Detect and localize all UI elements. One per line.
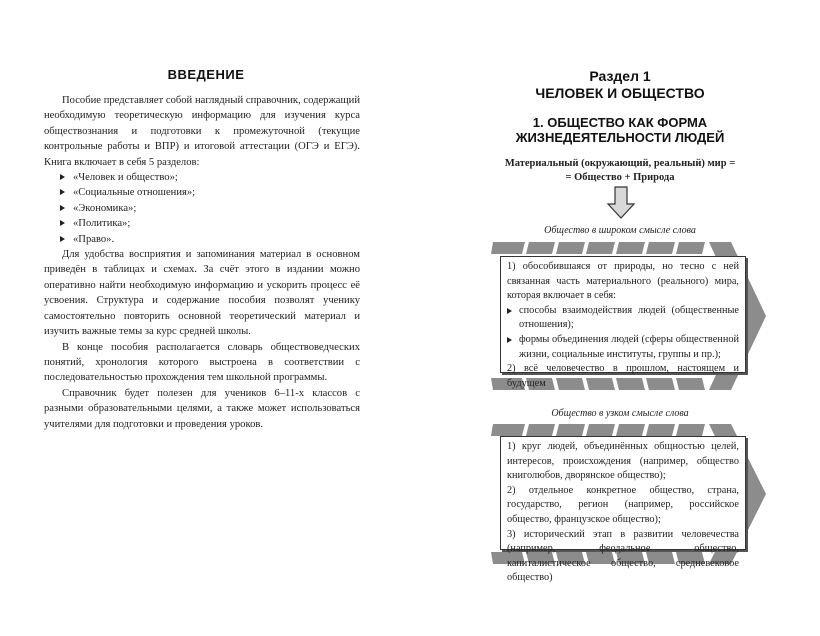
wide-sense-definition-box: 1) обособившаяся от природы, но тесно с ней связанная часть материального (реального) мира, которая включает в себя: способы взаимодействия людей (общественные отношения); формы объединения людей (сферы общественной жизни, социальные институты, группы и пр.); 2) всё человечество в прошлом, настоящем и будущем xyxy=(500,256,746,373)
wide-sense-caption: Общество в широком смысле слова xyxy=(544,225,696,236)
narrow-sense-caption: Общество в узком смысле слова xyxy=(551,408,689,419)
triangle-bullet-icon xyxy=(60,220,65,226)
introduction-body xyxy=(44,93,360,432)
down-arrow-icon xyxy=(606,186,636,220)
topic-heading: 1. ОБЩЕСТВО КАК ФОРМА ЖИЗНЕДЕЯТЕЛЬНОСТИ ЛЮДЕЙ xyxy=(515,115,725,145)
triangle-bullet-icon xyxy=(60,174,65,180)
intro-paragraph: В конце пособия располагается словарь обществоведческих понятий, хронология которого выстроена в соответствии с последовательностью прохождения тем школьной программы. xyxy=(44,341,360,384)
list-item: «Человек и общество»; xyxy=(60,170,360,185)
intro-paragraph: Справочник будет полезен для учеников 6–11-х классов с разными образовательными целями, а также может использоваться учителями для подготовки и проведения уроков. xyxy=(44,387,360,430)
triangle-bullet-icon xyxy=(60,189,65,195)
list-item: «Право». xyxy=(60,232,360,247)
triangle-bullet-icon xyxy=(507,337,512,343)
triangle-bullet-icon xyxy=(507,308,512,314)
list-item: «Социальные отношения»; xyxy=(60,185,360,200)
introduction-title: ВВЕДЕНИЕ xyxy=(167,67,245,82)
intro-paragraph: Для удобства восприятия и запоминания материал в основном приведён в таблицах и схемах. За счёт этого в издании можно оперативно найти необходимую информацию и ускорить процесс её усвоения. Структура и содержание пособия позволят ученику самостоятельно повторить основной теоретический материал и изучить важные темы за курс средней школы. xyxy=(44,249,360,338)
section-heading: Раздел 1 ЧЕЛОВЕК И ОБЩЕСТВО xyxy=(535,68,705,101)
list-item: способы взаимодействия людей (общественные отношения); xyxy=(507,304,739,333)
list-item: «Политика»; xyxy=(60,216,360,231)
triangle-bullet-icon xyxy=(60,205,65,211)
formula: Материальный (окружающий, реальный) мир = = Общество + Природа xyxy=(504,158,736,183)
intro-paragraph: Пособие представляет собой наглядный справочник, содержащий необходимую теоретическую информацию для изучения курса обществознания и подготовки к промежуточной (текущие контрольные работы и ВПР) и итоговой аттестации (ОГЭ и ЕГЭ). Книга включает в себя 5 разделов: xyxy=(44,95,360,168)
narrow-sense-definition-box: 1) круг людей, объединённых общностью целей, интересов, происхождения (например, общество книголюбов, дворянское общество); 2) отдельное конкретное общество, страна, государство, регион (например, российское общество, французское общество); 3) исторический этап в развитии человечества (например, феодальное общество, капиталистическое общество, средневековое общество) xyxy=(500,436,746,550)
right-page xyxy=(410,0,820,636)
sections-list xyxy=(44,170,360,247)
list-item: формы объединения людей (сферы общественной жизни, социальные институты, группы и пр.); xyxy=(507,333,739,362)
list-item: «Экономика»; xyxy=(60,201,360,216)
triangle-bullet-icon xyxy=(60,236,65,242)
